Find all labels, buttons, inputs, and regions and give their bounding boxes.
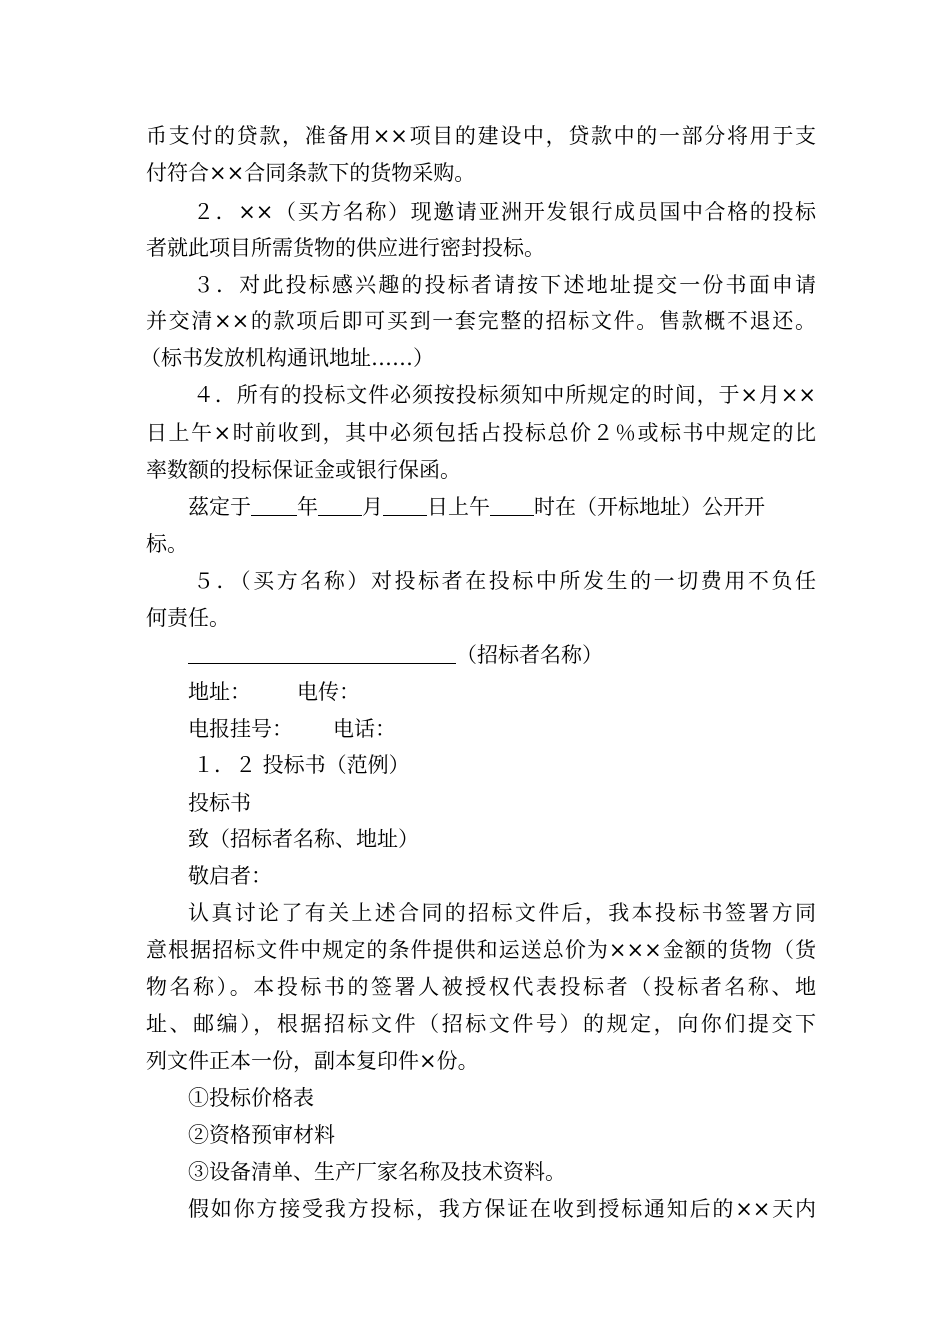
section-heading: １．２ 投标书（范例）	[193, 753, 410, 777]
opening-date-line	[188, 490, 816, 524]
body-line: 假如你方接受我方投标，我方保证在收到授标通知后的××天内	[188, 1197, 816, 1221]
list-item: ③设备清单、生产厂家名称及技术资料。	[188, 1160, 566, 1184]
phone-label: 电话：	[333, 717, 396, 741]
address-line	[188, 675, 816, 709]
list-item: ①投标价格表	[188, 1086, 314, 1110]
document-title: 投标书	[188, 791, 251, 815]
cable-label: 电报挂号：	[188, 717, 293, 741]
text-line: 率数额的投标保证金或银行保函。	[146, 458, 461, 482]
text-segment: （招标者名称）	[456, 643, 603, 667]
list-item: ②资格预审材料	[188, 1123, 335, 1147]
signature-line	[188, 638, 816, 672]
blank-underline	[318, 495, 362, 516]
blank-underline	[251, 495, 297, 516]
address-label: 地址：	[188, 680, 251, 704]
item-3-line: ３．对此投标感兴趣的投标者请按下述地址提交一份书面申请	[193, 273, 816, 297]
item-4-line: ４．所有的投标文件必须按投标须知中所规定的时间，于×月××	[193, 383, 816, 407]
telex-label: 电传：	[297, 680, 360, 704]
salutation: 敬启者：	[188, 864, 272, 888]
text-segment: 茲定于	[188, 495, 251, 519]
text-line: 币支付的贷款，准备用××项目的建设中，贷款中的一部分将用于支	[146, 124, 816, 148]
body-line: 址、邮编），根据招标文件（招标文件号）的规定，向你们提交下	[146, 1012, 816, 1036]
blank-underline	[490, 495, 534, 516]
cable-line	[188, 712, 816, 746]
blank-underline	[383, 495, 427, 516]
text-line: 者就此项目所需货物的供应进行密封投标。	[146, 236, 545, 260]
text-line: 标。	[146, 532, 188, 556]
text-line: （标书发放机构通讯地址……）	[140, 346, 434, 370]
addressee-line: 致（招标者名称、地址）	[188, 827, 419, 851]
text-segment: 年	[297, 495, 318, 519]
text-line: 日上午×时前收到，其中必须包括占投标总价２％或标书中规定的比	[146, 421, 816, 445]
body-line: 列文件正本一份，副本复印件×份。	[146, 1049, 479, 1073]
signature-underline	[188, 643, 456, 664]
body-line: 物名称）。本投标书的签署人被授权代表投标者（投标者名称、地	[146, 975, 816, 999]
text-segment: 月	[362, 495, 383, 519]
body-line: 认真讨论了有关上述合同的招标文件后，我本投标书签署方同	[188, 901, 816, 925]
item-2-line: ２．××（买方名称）现邀请亚洲开发银行成员国中合格的投标	[193, 200, 816, 224]
text-line: 何责任。	[146, 606, 230, 630]
text-segment: 时在（开标地址）公开开	[534, 495, 765, 519]
body-line: 意根据招标文件中规定的条件提供和运送总价为×××金额的货物（货	[146, 938, 816, 962]
item-5-line: ５．（买方名称）对投标者在投标中所发生的一切费用不负任	[193, 569, 816, 593]
text-line: 付符合××合同条款下的货物采购。	[146, 161, 476, 185]
text-line: 并交清××的款项后即可买到一套完整的招标文件。售款概不退还。	[146, 309, 816, 333]
text-segment: 日上午	[427, 495, 490, 519]
